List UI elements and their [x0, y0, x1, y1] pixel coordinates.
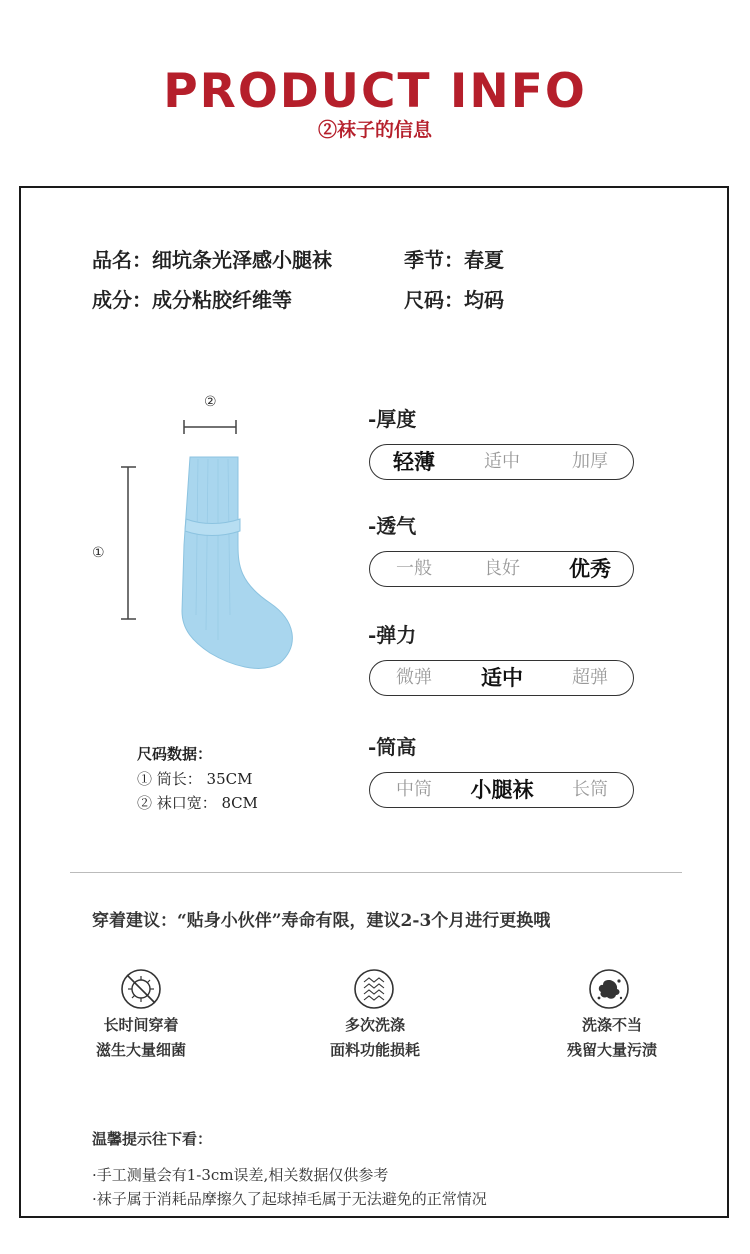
attr-option: 微弹 — [396, 667, 432, 688]
attr-option: 长筒 — [572, 779, 608, 800]
attr-scale-breathability — [369, 551, 634, 587]
measurement-length: ① 筒长： 35CM — [137, 770, 253, 788]
attr-option-selected: 小腿袜 — [470, 777, 534, 802]
attr-option-selected: 优秀 — [569, 556, 611, 581]
season-label: 季节： — [404, 248, 464, 272]
tip-washing — [285, 1013, 465, 1063]
attr-scale-height — [369, 772, 634, 808]
attr-option: 良好 — [484, 558, 520, 579]
fabric-texture-icon — [353, 968, 395, 1010]
product-name-value: 细坑条光泽感小腿袜 — [152, 248, 332, 272]
season-value: 春夏 — [464, 248, 504, 272]
attr-scale-elasticity — [369, 660, 634, 696]
attr-option: 一般 — [396, 558, 432, 579]
bacteria-icon — [120, 968, 162, 1010]
size-row — [404, 284, 504, 313]
attr-option-selected: 适中 — [481, 665, 523, 690]
attr-heading-breathability: -透气 — [368, 514, 417, 538]
material-value: 成分粘胶纤维等 — [152, 288, 292, 312]
tip-washing-line2: 面料功能损耗 — [329, 1041, 420, 1059]
tip-bacteria-line2: 滋生大量细菌 — [95, 1041, 186, 1059]
attr-option: 超弹 — [572, 667, 608, 688]
tip-bacteria — [51, 1013, 231, 1063]
attr-option-selected: 轻薄 — [393, 449, 435, 474]
tip-washing-line1: 多次洗涤 — [344, 1016, 405, 1034]
tip-stain-line2: 残留大量污渍 — [566, 1041, 657, 1059]
tip-stain-line1: 洗涤不当 — [581, 1016, 642, 1034]
info-frame — [19, 186, 729, 1218]
measurements-title: 尺码数据： — [137, 745, 213, 763]
size-value: 均码 — [464, 288, 504, 312]
stain-icon — [588, 968, 630, 1010]
tip-bacteria-line1: 长时间穿着 — [103, 1016, 179, 1034]
notice-title: 温馨提示往下看： — [92, 1130, 213, 1148]
attr-heading-thickness: -厚度 — [368, 407, 417, 431]
season-row — [404, 244, 504, 273]
material-label: 成分： — [92, 288, 152, 312]
attr-heading-height: -筒高 — [368, 735, 417, 759]
section-divider — [70, 872, 682, 873]
material-row — [92, 284, 292, 313]
attr-option: 中筒 — [396, 779, 432, 800]
size-label: 尺码： — [404, 288, 464, 312]
product-name-row — [92, 244, 332, 273]
sock-diagram — [110, 415, 310, 675]
notice-line-1: ·手工测量会有1-3cm误差,相关数据仅供参考 — [92, 1166, 389, 1184]
page-subtitle: ②袜子的信息 — [317, 119, 432, 141]
product-name-label: 品名： — [92, 248, 152, 272]
tip-stain — [522, 1013, 702, 1063]
attr-option: 适中 — [484, 451, 520, 472]
notice-line-2: ·袜子属于消耗品摩擦久了起球掉毛属于无法避免的正常情况 — [92, 1190, 487, 1208]
wearing-advice: 穿着建议：“贴身小伙伴”寿命有限，建议2-3个月进行更换哦 — [92, 911, 551, 931]
attr-option: 加厚 — [572, 451, 608, 472]
attr-scale-thickness — [369, 444, 634, 480]
measurement-width: ② 袜口宽： 8CM — [137, 794, 258, 812]
attr-heading-elasticity: -弹力 — [368, 623, 417, 647]
length-mark: ① — [92, 545, 105, 561]
width-mark: ② — [204, 394, 217, 410]
page-title: PRODUCT INFO — [163, 64, 587, 119]
